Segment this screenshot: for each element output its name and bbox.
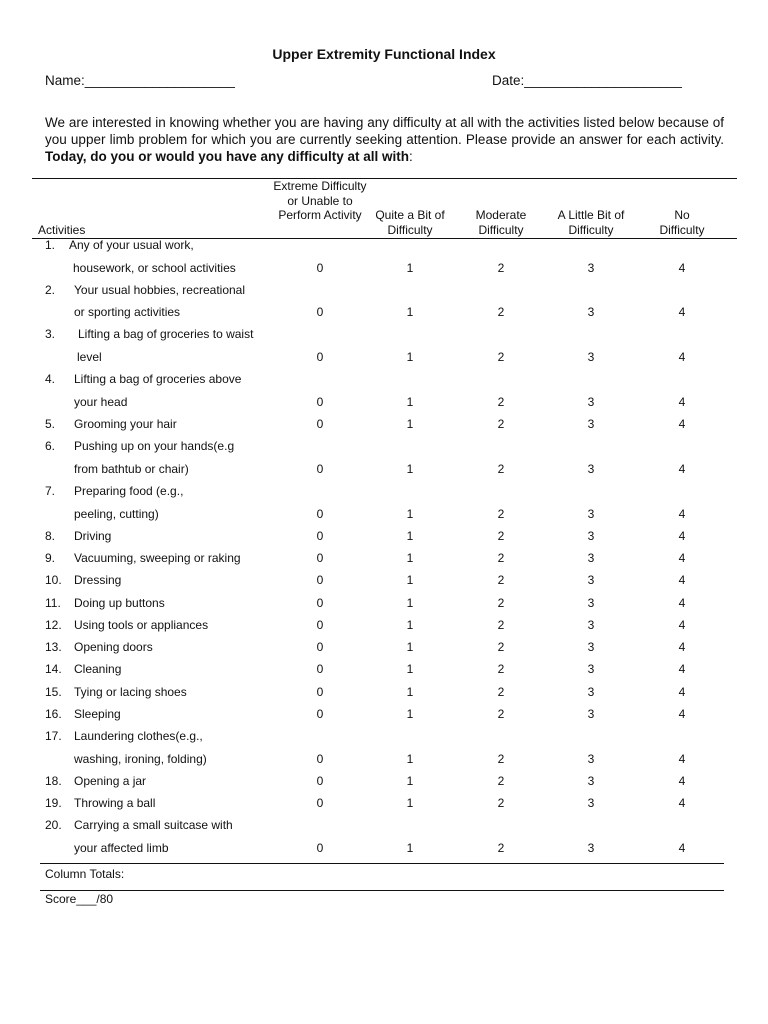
item-label: Tying or lacing shoes <box>74 685 187 699</box>
rating-option[interactable]: 1 <box>406 529 414 543</box>
rating-option[interactable]: 2 <box>497 685 505 699</box>
column-header: Extreme Difficulty or Unable to Perform Activity <box>273 179 367 222</box>
column-header: A Little Bit of Difficulty <box>557 208 625 237</box>
rating-option[interactable]: 2 <box>497 507 505 521</box>
rating-option[interactable]: 0 <box>316 707 324 721</box>
item-number: 14. <box>45 662 62 676</box>
rating-option[interactable]: 3 <box>587 350 595 364</box>
item-label: or sporting activities <box>74 305 181 319</box>
item-label: Lifting a bag of groceries above <box>74 372 242 386</box>
rating-option[interactable]: 1 <box>406 596 414 610</box>
rating-option[interactable]: 3 <box>587 395 595 409</box>
intro-text: We are interested in knowing whether you are having any difficulty at all with the activities listed below because of you upper limb problem for which you are currently seeking attention. Please provide an answer for each activity. <box>45 115 724 147</box>
rating-option[interactable]: 2 <box>497 707 505 721</box>
rating-option[interactable]: 2 <box>497 417 505 431</box>
item-label: Doing up buttons <box>74 596 165 610</box>
rating-option[interactable]: 2 <box>497 551 505 565</box>
activities-header: Activities <box>38 223 86 237</box>
item-label: Driving <box>74 529 112 543</box>
rating-option[interactable]: 0 <box>316 573 324 587</box>
rating-option[interactable]: 0 <box>316 640 324 654</box>
item-label: Any of your usual work, <box>69 238 194 252</box>
item-number: 4. <box>45 372 56 386</box>
name-field[interactable]: Name:____________________ <box>45 73 235 88</box>
rating-option[interactable]: 2 <box>497 305 505 319</box>
rating-option[interactable]: 0 <box>316 417 324 431</box>
item-label: Pushing up on your hands(e.g <box>74 439 235 453</box>
rating-option[interactable]: 3 <box>587 752 595 766</box>
item-label: from bathtub or chair) <box>74 462 189 476</box>
rating-option[interactable]: 3 <box>587 596 595 610</box>
rating-option[interactable]: 4 <box>678 640 686 654</box>
table-top-rule <box>32 178 737 179</box>
rating-option[interactable]: 1 <box>406 618 414 632</box>
item-label: Sleeping <box>74 707 121 721</box>
rating-option[interactable]: 4 <box>678 395 686 409</box>
rating-option[interactable]: 4 <box>678 752 686 766</box>
rating-option[interactable]: 3 <box>587 305 595 319</box>
item-label: Grooming your hair <box>74 417 177 431</box>
rating-option[interactable]: 4 <box>678 507 686 521</box>
rating-option[interactable]: 0 <box>316 774 324 788</box>
item-label: Dressing <box>74 573 122 587</box>
item-label: Opening doors <box>74 640 153 654</box>
rating-option[interactable]: 2 <box>497 640 505 654</box>
rating-option[interactable]: 1 <box>406 551 414 565</box>
rating-option[interactable]: 2 <box>497 796 505 810</box>
rating-option[interactable]: 1 <box>406 261 414 275</box>
rating-option[interactable]: 4 <box>678 774 686 788</box>
rating-option[interactable]: 2 <box>497 662 505 676</box>
item-label: level <box>77 350 102 364</box>
intro-paragraph <box>45 114 724 165</box>
rating-option[interactable]: 1 <box>406 640 414 654</box>
rating-option[interactable]: 0 <box>316 462 324 476</box>
item-label: Vacuuming, sweeping or raking <box>74 551 241 565</box>
item-label: Lifting a bag of groceries to waist <box>78 327 254 341</box>
date-field[interactable]: Date:_____________________ <box>492 73 682 88</box>
rating-option[interactable]: 3 <box>587 640 595 654</box>
column-header: Quite a Bit of Difficulty <box>375 208 445 237</box>
item-number: 11. <box>45 596 61 610</box>
item-number: 16. <box>45 707 62 721</box>
rating-option[interactable]: 0 <box>316 529 324 543</box>
item-label: Throwing a ball <box>74 796 156 810</box>
rating-option[interactable]: 1 <box>406 841 414 855</box>
rating-option[interactable]: 2 <box>497 596 505 610</box>
rating-option[interactable]: 2 <box>497 573 505 587</box>
rating-option[interactable]: 2 <box>497 395 505 409</box>
item-label: Preparing food (e.g., <box>74 484 184 498</box>
rating-option[interactable]: 1 <box>406 417 414 431</box>
rating-option[interactable]: 3 <box>587 841 595 855</box>
rating-option[interactable]: 4 <box>678 596 686 610</box>
rating-option[interactable]: 1 <box>406 707 414 721</box>
page-title: Upper Extremity Functional Index <box>272 46 496 62</box>
rating-option[interactable]: 2 <box>497 529 505 543</box>
rating-option[interactable]: 1 <box>406 752 414 766</box>
item-number: 13. <box>45 640 62 654</box>
item-label: your affected limb <box>74 841 169 855</box>
rating-option[interactable]: 1 <box>406 350 414 364</box>
item-label: Laundering clothes(e.g., <box>74 729 203 743</box>
rating-option[interactable]: 4 <box>678 796 686 810</box>
item-label: housework, or school activities <box>73 261 236 275</box>
rating-option[interactable]: 0 <box>316 841 324 855</box>
column-header: Moderate Difficulty <box>475 208 527 237</box>
rating-option[interactable]: 3 <box>587 573 595 587</box>
rating-option[interactable]: 0 <box>316 685 324 699</box>
rating-option[interactable]: 3 <box>587 417 595 431</box>
item-number: 2. <box>45 283 56 297</box>
rating-option[interactable]: 3 <box>587 618 595 632</box>
rating-option[interactable]: 1 <box>406 796 414 810</box>
item-number: 5. <box>45 417 56 431</box>
item-number: 10. <box>45 573 62 587</box>
rating-option[interactable]: 2 <box>497 462 505 476</box>
item-number: 3. <box>45 327 56 341</box>
item-label: Carrying a small suitcase with <box>74 818 233 832</box>
item-number: 15. <box>45 685 62 699</box>
score-label[interactable]: Score___/80 <box>45 892 114 906</box>
item-number: 8. <box>45 529 56 543</box>
item-number: 6. <box>45 439 56 453</box>
rating-option[interactable]: 4 <box>678 707 686 721</box>
item-label: peeling, cutting) <box>74 507 159 521</box>
rating-option[interactable]: 1 <box>406 395 414 409</box>
rating-option[interactable]: 2 <box>497 841 505 855</box>
rating-option[interactable]: 3 <box>587 507 595 521</box>
rating-option[interactable]: 3 <box>587 662 595 676</box>
item-number: 20. <box>45 818 62 832</box>
rating-option[interactable]: 3 <box>587 685 595 699</box>
rating-option[interactable]: 4 <box>678 350 686 364</box>
rating-option[interactable]: 4 <box>678 573 686 587</box>
item-number: 18. <box>45 774 62 788</box>
rating-option[interactable]: 4 <box>678 685 686 699</box>
score-rule <box>40 890 724 891</box>
rating-option[interactable]: 4 <box>678 462 686 476</box>
rating-option[interactable]: 3 <box>587 261 595 275</box>
rating-option[interactable]: 4 <box>678 841 686 855</box>
rating-option[interactable]: 0 <box>316 752 324 766</box>
rating-option[interactable]: 0 <box>316 618 324 632</box>
totals-rule <box>40 863 724 864</box>
rating-option[interactable]: 1 <box>406 774 414 788</box>
rating-option[interactable]: 3 <box>587 707 595 721</box>
item-number: 19. <box>45 796 62 810</box>
item-label: your head <box>74 395 128 409</box>
rating-option[interactable]: 1 <box>406 507 414 521</box>
item-label: Opening a jar <box>74 774 147 788</box>
rating-option[interactable]: 3 <box>587 529 595 543</box>
rating-option[interactable]: 0 <box>316 261 324 275</box>
item-label: washing, ironing, folding) <box>74 752 207 766</box>
rating-option[interactable]: 2 <box>497 350 505 364</box>
item-label: Cleaning <box>74 662 122 676</box>
rating-option[interactable]: 3 <box>587 796 595 810</box>
item-label: Using tools or appliances <box>74 618 209 632</box>
rating-option[interactable]: 0 <box>316 507 324 521</box>
column-header: No Difficulty <box>659 208 705 237</box>
item-number: 17. <box>45 729 62 743</box>
rating-option[interactable]: 1 <box>406 662 414 676</box>
rating-option[interactable]: 1 <box>406 573 414 587</box>
rating-option[interactable]: 2 <box>497 261 505 275</box>
rating-option[interactable]: 0 <box>316 596 324 610</box>
item-number: 7. <box>45 484 56 498</box>
rating-option[interactable]: 0 <box>316 350 324 364</box>
rating-option[interactable]: 4 <box>678 662 686 676</box>
rating-option[interactable]: 0 <box>316 796 324 810</box>
item-number: 1. <box>45 238 56 252</box>
rating-option[interactable]: 3 <box>587 462 595 476</box>
item-number: 12. <box>45 618 62 632</box>
rating-option[interactable]: 2 <box>497 752 505 766</box>
intro-end: : <box>409 149 413 164</box>
intro-bold-question: Today, do you or would you have any difficulty at all with <box>45 149 410 164</box>
rating-option[interactable]: 3 <box>587 551 595 565</box>
rating-option[interactable]: 4 <box>678 417 686 431</box>
rating-option[interactable]: 4 <box>678 529 686 543</box>
rating-option[interactable]: 4 <box>678 305 686 319</box>
rating-option[interactable]: 3 <box>587 774 595 788</box>
rating-option[interactable]: 0 <box>316 395 324 409</box>
item-number: 9. <box>45 551 56 565</box>
rating-option[interactable]: 4 <box>678 551 686 565</box>
rating-option[interactable]: 1 <box>406 462 414 476</box>
column-totals-label: Column Totals: <box>45 867 125 881</box>
rating-option[interactable]: 0 <box>316 662 324 676</box>
rating-option[interactable]: 0 <box>316 551 324 565</box>
rating-option[interactable]: 2 <box>497 774 505 788</box>
rating-option[interactable]: 1 <box>406 685 414 699</box>
rating-option[interactable]: 2 <box>497 618 505 632</box>
rating-option[interactable]: 4 <box>678 261 686 275</box>
rating-option[interactable]: 0 <box>316 305 324 319</box>
item-label: Your usual hobbies, recreational <box>74 283 246 297</box>
rating-option[interactable]: 1 <box>406 305 414 319</box>
rating-option[interactable]: 4 <box>678 618 686 632</box>
